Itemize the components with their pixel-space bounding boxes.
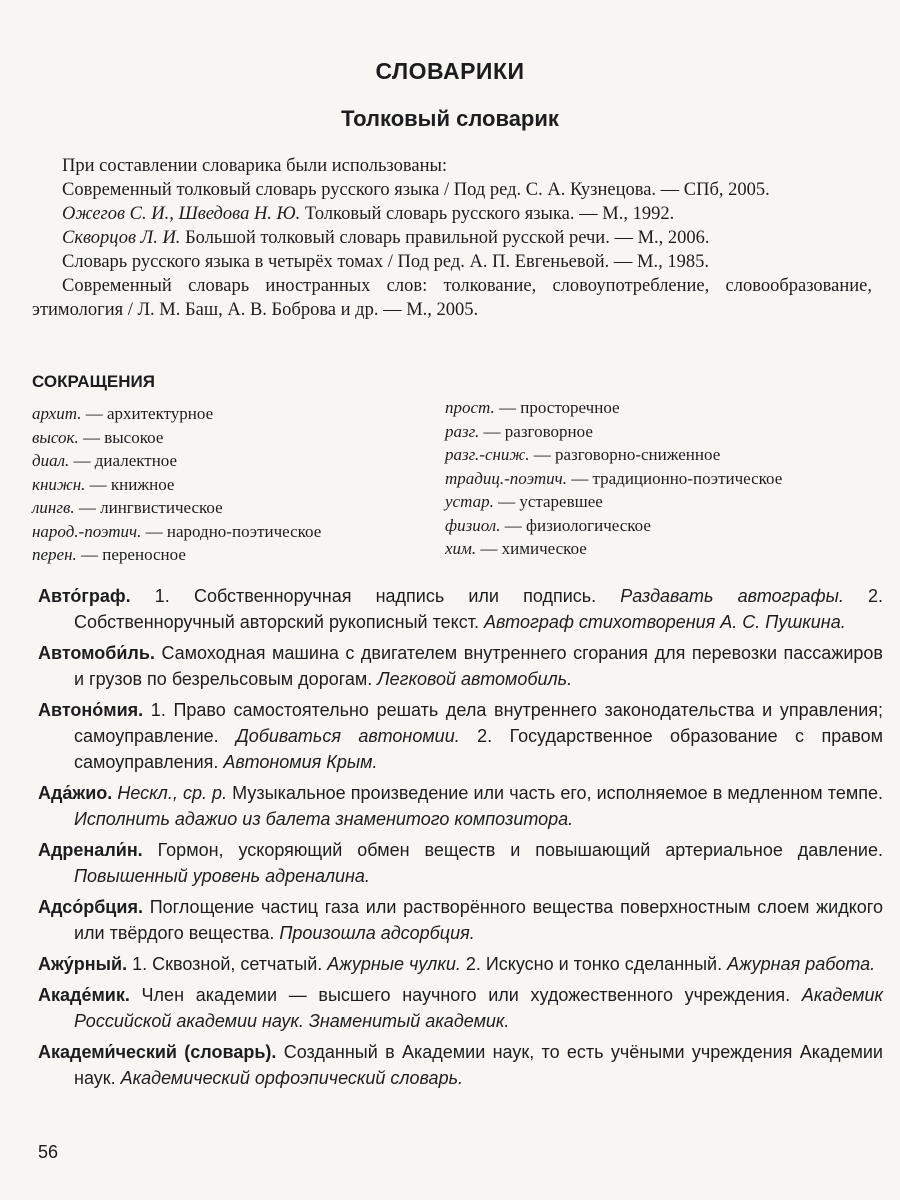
- source-text: Толковый словарь русского языка. — М., 1992.: [300, 204, 675, 224]
- headword: Академи́ческий (словарь).: [38, 1042, 277, 1062]
- usage-example: Добиваться автономии.: [236, 726, 460, 746]
- usage-example: Исполнить адажио из балета знаменитого композитора.: [74, 809, 574, 829]
- abbreviation-meaning: — физиологическое: [500, 515, 651, 535]
- definition-text: 1. Сквозной, сетчатый.: [127, 954, 328, 974]
- abbreviation: книжн.: [32, 474, 86, 494]
- page-number: 56: [38, 1142, 59, 1162]
- abbreviation-meaning: — устаревшее: [493, 492, 603, 511]
- usage-example: Автономия Крым.: [223, 752, 378, 772]
- headword: Адренали́н.: [38, 840, 143, 860]
- abbreviation: диал.: [32, 451, 70, 470]
- definition-text: Созданный в Академии наук, то есть учёными учреждения Академии наук.: [74, 1042, 883, 1088]
- headword: Ада́жио.: [38, 783, 113, 803]
- abbreviation: высок.: [32, 427, 79, 447]
- abbreviation-row: [32, 426, 321, 450]
- headword: Автомоби́ль.: [38, 643, 155, 663]
- usage-example: Ажурные чулки.: [327, 954, 461, 974]
- abbreviation-row: [32, 520, 321, 544]
- abbreviation: прост.: [445, 398, 495, 417]
- dictionary-entry: [38, 780, 883, 832]
- abbreviation-meaning: — переносное: [76, 545, 186, 564]
- abbreviation: перен.: [32, 545, 77, 564]
- source-text: Большой толковый словарь правильной русской речи. — М., 2006.: [180, 228, 710, 248]
- definition-text: Член академии — высшего научного или художественного учреждения.: [129, 985, 802, 1005]
- definition-text: 2. Искусно и тонко сделанный.: [460, 954, 728, 974]
- abbreviations-heading: СОКРАЩЕНИЯ: [32, 372, 155, 391]
- abbreviation: разг.-сниж.: [445, 445, 530, 464]
- abbreviation-meaning: — традиционно-поэтическое: [566, 468, 783, 488]
- abbreviation-row: [445, 467, 782, 491]
- definition-text: 2. Государственное образование с правом самоуправления.: [74, 726, 884, 772]
- abbreviations-right-column: [445, 396, 782, 561]
- headword: Автоно́мия.: [38, 700, 144, 720]
- definition-text: Гормон, ускоряющий обмен веществ и повышающий артериальное давление.: [142, 840, 883, 860]
- abbreviation-row: [32, 402, 321, 426]
- abbreviation-row: [445, 537, 782, 561]
- abbreviation-meaning: — диалектное: [69, 451, 178, 470]
- abbreviation: разг.: [445, 421, 480, 441]
- dictionary-entry: [38, 1039, 883, 1091]
- headword: Авто́граф.: [38, 586, 131, 606]
- abbreviation-row: [32, 449, 321, 473]
- headword: Адсо́рбция.: [38, 897, 143, 917]
- source-item: [32, 274, 872, 322]
- page-title: СЛОВАРИКИ: [375, 58, 525, 84]
- abbreviation-row: [445, 443, 782, 467]
- definition-text: 2. Собственноручный авторский рукописный текст.: [74, 586, 883, 632]
- dictionary-entry: [38, 894, 883, 946]
- dictionary-entry: [38, 951, 883, 977]
- sources-intro: При составлении словарика были использованы:: [62, 156, 448, 176]
- abbreviation-meaning: — разговорное: [479, 421, 593, 441]
- abbreviation: лингв.: [32, 498, 75, 517]
- abbreviation-row: [445, 490, 782, 514]
- source-item: [32, 226, 872, 250]
- abbreviation-row: [32, 543, 321, 567]
- abbreviation: устар.: [445, 492, 494, 511]
- source-item: [32, 250, 872, 274]
- dictionary-entries: [38, 583, 883, 1096]
- usage-example: Раздавать автографы.: [620, 586, 844, 606]
- source-item: [32, 202, 872, 226]
- dictionary-entry: [38, 837, 883, 889]
- abbreviation-meaning: — архитектурное: [81, 404, 214, 423]
- abbreviation: архит.: [32, 404, 82, 423]
- source-author: Скворцов Л. И.: [62, 228, 181, 248]
- abbreviation-row: [32, 473, 321, 497]
- abbreviation-meaning: — высокое: [78, 427, 164, 447]
- abbreviation: традиц.-поэтич.: [445, 468, 567, 488]
- usage-example: Автограф стихотворения А. С. Пушкина.: [483, 612, 846, 632]
- abbreviation: физиол.: [445, 515, 501, 535]
- source-text: Современный толковый словарь русского языка / Под ред. С. А. Кузнецова. — СПб, 2005.: [62, 180, 770, 200]
- source-item: [32, 178, 872, 202]
- source-author: Ожегов С. И., Шведова Н. Ю.: [62, 204, 301, 224]
- abbreviation-meaning: — разговорно-сниженное: [529, 445, 721, 464]
- headword: Акаде́мик.: [38, 985, 130, 1005]
- abbreviation-row: [32, 496, 321, 520]
- usage-example: Академический орфоэпический словарь.: [120, 1068, 464, 1088]
- usage-example: Повышенный уровень адреналина.: [74, 866, 370, 886]
- dictionary-entry: [38, 640, 883, 692]
- definition-text: 1. Собственноручная надпись или подпись.: [130, 586, 621, 606]
- definition-text: Музыкальное произведение или часть его, исполняемое в медленном темпе.: [227, 783, 883, 803]
- abbreviation: народ.-поэтич.: [32, 521, 142, 541]
- abbreviation-row: [445, 420, 782, 444]
- abbreviation-meaning: — лингвистическое: [74, 498, 223, 517]
- definition-text: 1. Право самостоятельно решать дела внутреннего законодательства и управления; самоуправление.: [74, 700, 883, 746]
- abbreviation-row: [445, 396, 782, 420]
- abbreviation-meaning: — книжное: [85, 474, 175, 494]
- definition-text: Самоходная машина с двигателем внутреннего сгорания для перевозки пассажиров и грузов по безрельсовым дорогам.: [74, 643, 883, 689]
- abbreviation-row: [445, 514, 782, 538]
- source-text: Современный словарь иностранных слов: толкование, словоупотребление, словообразование, этимология / Л. М. Баш, А. В. Боброва и др. — М., 2005.: [32, 276, 872, 320]
- source-text: Словарь русского языка в четырёх томах / Под ред. А. П. Евгеньевой. — М., 1985.: [62, 252, 709, 272]
- usage-example: Ажурная работа.: [727, 954, 876, 974]
- usage-example: Легковой автомобиль.: [377, 669, 573, 689]
- abbreviations-left-column: [32, 402, 321, 567]
- headword: Ажу́рный.: [38, 954, 128, 974]
- abbreviation-meaning: — химическое: [476, 539, 587, 558]
- usage-example: Академик Российской академии наук. Знаменитый академик.: [74, 985, 883, 1031]
- abbreviation-meaning: — народно-поэтическое: [141, 521, 322, 541]
- dictionary-entry: [38, 583, 883, 635]
- dictionary-entry: [38, 982, 883, 1034]
- usage-example: Нескл., ср. р.: [117, 783, 228, 803]
- abbreviation-meaning: — просторечное: [494, 398, 620, 417]
- definition-text: Поглощение частиц газа или растворённого вещества поверхностным слоем жидкого или твёрдого вещества.: [74, 897, 883, 943]
- sources-section: [32, 154, 872, 322]
- abbreviation: хим.: [445, 539, 477, 558]
- page-subtitle: Толковый словарик: [341, 106, 559, 131]
- dictionary-entry: [38, 697, 883, 775]
- usage-example: Произошла адсорбция.: [279, 923, 475, 943]
